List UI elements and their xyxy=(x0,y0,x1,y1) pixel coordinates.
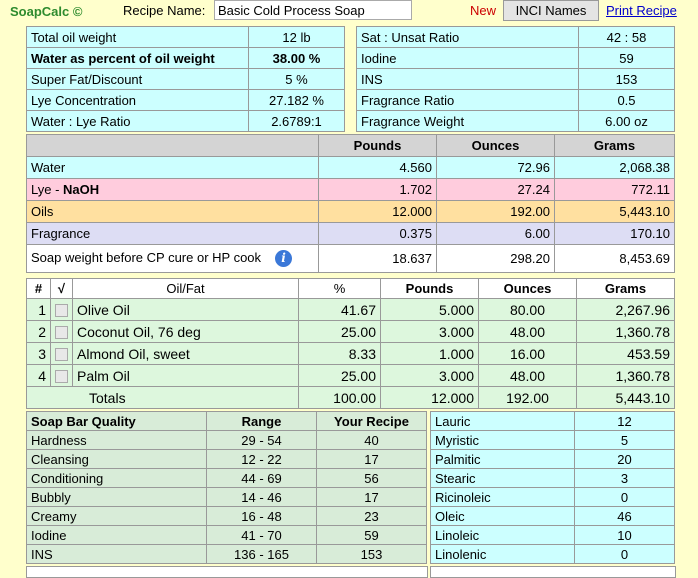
fatty-acid-name: Oleic xyxy=(431,507,575,526)
quality-name: Creamy xyxy=(27,507,207,526)
quality-range: 16 - 48 xyxy=(207,507,317,526)
property-value: 153 xyxy=(579,69,675,90)
recipe-properties-table xyxy=(356,26,675,132)
oils-table xyxy=(26,278,675,409)
quality-range: 12 - 22 xyxy=(207,450,317,469)
oil-number: 1 xyxy=(27,299,51,321)
quality-value: 56 xyxy=(317,469,427,488)
oil-percent: 8.33 xyxy=(299,343,381,365)
percent-header: % xyxy=(299,279,381,299)
table-row xyxy=(27,488,427,507)
quality-range: 14 - 46 xyxy=(207,488,317,507)
quality-value: 59 xyxy=(317,526,427,545)
quality-value: 17 xyxy=(317,450,427,469)
table-row xyxy=(27,321,675,343)
property-label: Fragrance Ratio xyxy=(357,90,579,111)
property-row xyxy=(357,27,675,48)
setting-row xyxy=(27,90,345,111)
oil-checkbox[interactable] xyxy=(51,365,73,387)
quality-range: 44 - 69 xyxy=(207,469,317,488)
quality-range: 41 - 70 xyxy=(207,526,317,545)
table-row xyxy=(27,450,427,469)
setting-row xyxy=(27,111,345,132)
quality-range: 29 - 54 xyxy=(207,431,317,450)
oil-grams: 2,267.96 xyxy=(577,299,675,321)
soap-weight-row xyxy=(27,245,675,273)
print-recipe-link[interactable]: Print Recipe xyxy=(606,3,677,18)
oil-grams: 1,360.78 xyxy=(577,321,675,343)
setting-label: Lye Concentration xyxy=(27,90,249,111)
oil-pounds: 5.000 xyxy=(381,299,479,321)
pounds-header: Pounds xyxy=(381,279,479,299)
oil-name: Olive Oil xyxy=(73,299,299,321)
oil-percent: 25.00 xyxy=(299,365,381,387)
inci-names-button[interactable]: INCI Names xyxy=(503,0,599,21)
lye-label xyxy=(27,179,319,201)
quality-name: Iodine xyxy=(27,526,207,545)
recipe-settings-table xyxy=(26,26,345,132)
table-row xyxy=(27,526,427,545)
quality-name: Bubbly xyxy=(27,488,207,507)
fatty-acid-name: Stearic xyxy=(431,469,575,488)
totals-ounces: 192.00 xyxy=(479,387,577,409)
oil-checkbox[interactable] xyxy=(51,321,73,343)
oil-percent: 25.00 xyxy=(299,321,381,343)
quality-value: 153 xyxy=(317,545,427,564)
oil-name-header: Oil/Fat xyxy=(73,279,299,299)
setting-label: Water as percent of oil weight xyxy=(27,48,249,69)
table-row xyxy=(431,545,675,564)
property-label: Iodine xyxy=(357,48,579,69)
property-value: 0.5 xyxy=(579,90,675,111)
check-header: √ xyxy=(51,279,73,299)
oil-grams: 453.59 xyxy=(577,343,675,365)
soap-weight-label xyxy=(27,245,319,273)
oil-number: 4 xyxy=(27,365,51,387)
setting-value: 2.6789:1 xyxy=(249,111,345,132)
oil-ounces: 16.00 xyxy=(479,343,577,365)
setting-row xyxy=(27,69,345,90)
soap-pounds: 18.637 xyxy=(319,245,437,273)
table-row xyxy=(27,545,427,564)
table-row xyxy=(27,431,427,450)
ounces-header: Ounces xyxy=(479,279,577,299)
quality-range: 136 - 165 xyxy=(207,545,317,564)
fatty-acid-value: 3 xyxy=(575,469,675,488)
fatty-acid-name: Palmitic xyxy=(431,450,575,469)
fatty-acid-value: 5 xyxy=(575,431,675,450)
setting-value: 12 lb xyxy=(249,27,345,48)
new-recipe-link[interactable]: New xyxy=(470,3,497,18)
grams-header: Grams xyxy=(577,279,675,299)
setting-label: Total oil weight xyxy=(27,27,249,48)
table-row xyxy=(431,488,675,507)
oils-pounds: 12.000 xyxy=(319,201,437,223)
quality-name: Cleansing xyxy=(27,450,207,469)
recipe-name-input[interactable] xyxy=(214,0,412,20)
number-header: # xyxy=(27,279,51,299)
lye-water-table xyxy=(26,134,675,273)
property-row xyxy=(357,48,675,69)
quality-name: Hardness xyxy=(27,431,207,450)
setting-value: 27.182 % xyxy=(249,90,345,111)
oil-ounces: 80.00 xyxy=(479,299,577,321)
fragrance-label: Fragrance xyxy=(27,223,319,245)
fatty-acid-table xyxy=(430,411,675,564)
fatty-acid-name: Ricinoleic xyxy=(431,488,575,507)
property-label: Sat : Unsat Ratio xyxy=(357,27,579,48)
lye-grams: 772.11 xyxy=(555,179,675,201)
lye-ounces: 27.24 xyxy=(437,179,555,201)
grams-header: Grams xyxy=(555,135,675,157)
property-row xyxy=(357,90,675,111)
setting-label: Super Fat/Discount xyxy=(27,69,249,90)
oils-label: Oils xyxy=(27,201,319,223)
setting-value: 38.00 % xyxy=(249,48,345,69)
property-row xyxy=(357,111,675,132)
ounces-header: Ounces xyxy=(437,135,555,157)
table-row xyxy=(27,343,675,365)
fragrance-row xyxy=(27,223,675,245)
lye-table-header xyxy=(27,135,675,157)
oils-table-header xyxy=(27,279,675,299)
fatty-acid-name: Lauric xyxy=(431,412,575,431)
water-row xyxy=(27,157,675,179)
setting-row xyxy=(27,48,345,69)
fragrance-ounces: 6.00 xyxy=(437,223,555,245)
fatty-acid-value: 0 xyxy=(575,488,675,507)
oil-percent: 41.67 xyxy=(299,299,381,321)
water-pounds: 4.560 xyxy=(319,157,437,179)
soap-ounces: 298.20 xyxy=(437,245,555,273)
table-row xyxy=(431,450,675,469)
fatty-acid-value: 10 xyxy=(575,526,675,545)
lye-pounds: 1.702 xyxy=(319,179,437,201)
totals-grams: 5,443.10 xyxy=(577,387,675,409)
additives-panel xyxy=(26,566,428,578)
lye-type: NaOH xyxy=(63,182,100,197)
quality-value: 17 xyxy=(317,488,427,507)
range-header: Range xyxy=(207,412,317,431)
info-icon[interactable]: i xyxy=(275,250,292,267)
property-value: 59 xyxy=(579,48,675,69)
table-row xyxy=(27,365,675,387)
pounds-header: Pounds xyxy=(319,135,437,157)
property-value: 6.00 oz xyxy=(579,111,675,132)
oil-checkbox[interactable] xyxy=(51,343,73,365)
setting-label: Water : Lye Ratio xyxy=(27,111,249,132)
oil-checkbox[interactable] xyxy=(51,299,73,321)
table-row xyxy=(27,507,427,526)
fatty-acid-name: Myristic xyxy=(431,431,575,450)
totals-percent: 100.00 xyxy=(299,387,381,409)
quality-header xyxy=(27,412,427,431)
setting-value: 5 % xyxy=(249,69,345,90)
soap-weight-text: Soap weight before CP cure or HP cook xyxy=(31,249,262,265)
oil-ounces: 48.00 xyxy=(479,365,577,387)
oil-ounces: 48.00 xyxy=(479,321,577,343)
fatty-acid-value: 0 xyxy=(575,545,675,564)
soap-grams: 8,453.69 xyxy=(555,245,675,273)
oil-number: 2 xyxy=(27,321,51,343)
soap-quality-table xyxy=(26,411,427,564)
oils-ounces: 192.00 xyxy=(437,201,555,223)
fragrance-pounds: 0.375 xyxy=(319,223,437,245)
table-row xyxy=(431,526,675,545)
notes-panel xyxy=(430,566,676,578)
fatty-acid-name: Linoleic xyxy=(431,526,575,545)
table-row xyxy=(431,507,675,526)
quality-name: Conditioning xyxy=(27,469,207,488)
lye-row xyxy=(27,179,675,201)
oil-name: Palm Oil xyxy=(73,365,299,387)
oil-pounds: 1.000 xyxy=(381,343,479,365)
oil-number: 3 xyxy=(27,343,51,365)
fatty-acid-value: 12 xyxy=(575,412,675,431)
property-label: Fragrance Weight xyxy=(357,111,579,132)
table-row xyxy=(431,412,675,431)
checkbox-icon[interactable] xyxy=(55,370,68,383)
oil-name: Coconut Oil, 76 deg xyxy=(73,321,299,343)
totals-row xyxy=(27,387,675,409)
table-row xyxy=(27,469,427,488)
table-row xyxy=(431,469,675,488)
fatty-acid-name: Linolenic xyxy=(431,545,575,564)
table-row xyxy=(431,431,675,450)
fatty-acid-value: 20 xyxy=(575,450,675,469)
recipe-name-label: Recipe Name: xyxy=(123,3,206,18)
property-row xyxy=(357,69,675,90)
quality-name: INS xyxy=(27,545,207,564)
oils-row xyxy=(27,201,675,223)
oil-pounds: 3.000 xyxy=(381,365,479,387)
oil-grams: 1,360.78 xyxy=(577,365,675,387)
oil-pounds: 3.000 xyxy=(381,321,479,343)
fragrance-grams: 170.10 xyxy=(555,223,675,245)
checkbox-icon[interactable] xyxy=(55,326,68,339)
checkbox-icon[interactable] xyxy=(55,304,68,317)
setting-row xyxy=(27,27,345,48)
lye-label-text: Lye - xyxy=(31,182,64,197)
blank-header xyxy=(27,135,319,157)
fatty-acid-value: 46 xyxy=(575,507,675,526)
property-label: INS xyxy=(357,69,579,90)
checkbox-icon[interactable] xyxy=(55,348,68,361)
water-grams: 2,068.38 xyxy=(555,157,675,179)
table-row xyxy=(27,299,675,321)
oil-name: Almond Oil, sweet xyxy=(73,343,299,365)
quality-value: 40 xyxy=(317,431,427,450)
quality-name-header: Soap Bar Quality xyxy=(27,412,207,431)
your-recipe-header: Your Recipe xyxy=(317,412,427,431)
water-label: Water xyxy=(27,157,319,179)
property-value: 42 : 58 xyxy=(579,27,675,48)
totals-pounds: 12.000 xyxy=(381,387,479,409)
oils-grams: 5,443.10 xyxy=(555,201,675,223)
quality-value: 23 xyxy=(317,507,427,526)
totals-label: Totals xyxy=(27,387,299,409)
water-ounces: 72.96 xyxy=(437,157,555,179)
app-logo: SoapCalc © xyxy=(10,4,83,19)
